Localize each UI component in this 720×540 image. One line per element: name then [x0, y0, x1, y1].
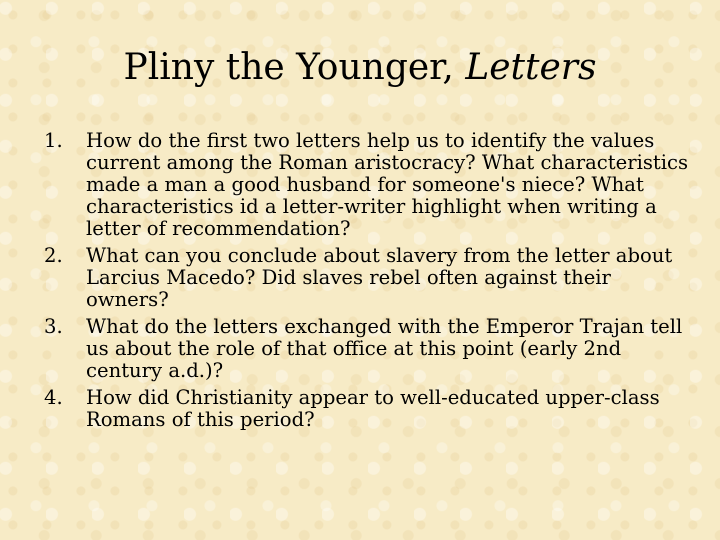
question-item — [44, 245, 694, 311]
question-text: How did Christianity appear to well-educated upper-class Romans of this period? — [86, 386, 660, 431]
question-item — [44, 316, 694, 382]
title-prefix: Pliny the Younger, — [123, 47, 454, 88]
question-list — [44, 130, 694, 436]
question-text: How do the first two letters help us to identify the values current among the Roman aristocracy? What characteristics made a man a good husband for someone's niece? What characteristics id a letter-writer highlight when writing a letter of recommendation? — [86, 129, 689, 240]
slide-title — [0, 46, 720, 90]
title-italic: Letters — [465, 47, 597, 88]
question-number: 1. — [44, 129, 63, 152]
question-number: 3. — [44, 315, 63, 338]
question-item — [44, 387, 694, 431]
question-number: 2. — [44, 244, 63, 267]
question-item — [44, 130, 694, 240]
question-number: 4. — [44, 386, 63, 409]
question-text: What can you conclude about slavery from the letter about Larcius Macedo? Did slaves rebel often against their owners? — [86, 244, 673, 311]
question-text: What do the letters exchanged with the Emperor Trajan tell us about the role of that office at this point (early 2nd century a.d.)? — [86, 315, 683, 382]
